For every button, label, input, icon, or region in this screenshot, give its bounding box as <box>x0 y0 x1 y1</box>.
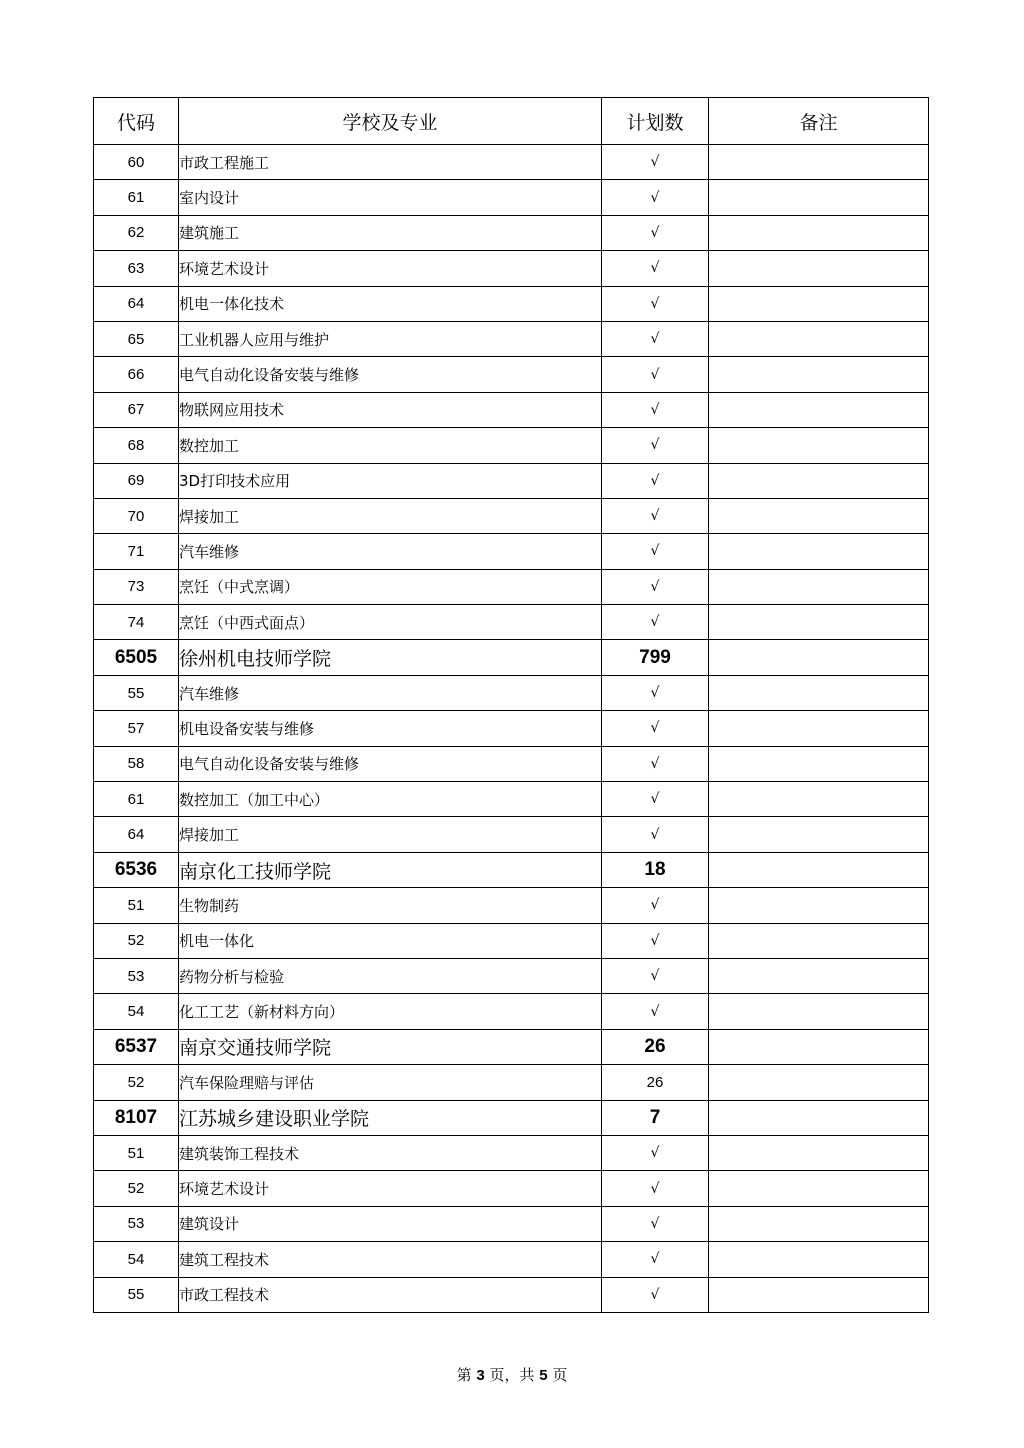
major-row <box>94 923 929 958</box>
remarks-cell <box>709 286 929 321</box>
major-row <box>94 675 929 710</box>
code-cell: 6505 <box>94 640 179 675</box>
plan-count-cell: √ <box>602 782 709 817</box>
remarks-cell <box>709 428 929 463</box>
code-cell: 65 <box>94 321 179 356</box>
major-row <box>94 321 929 356</box>
major-name-cell: 建筑装饰工程技术 <box>179 1135 602 1170</box>
code-cell: 6537 <box>94 1029 179 1064</box>
plan-count-cell: √ <box>602 392 709 427</box>
major-row <box>94 1135 929 1170</box>
major-row <box>94 817 929 852</box>
school-name-cell: 江苏城乡建设职业学院 <box>179 1100 602 1135</box>
major-row <box>94 428 929 463</box>
major-row <box>94 958 929 993</box>
major-name-cell: 生物制药 <box>179 888 602 923</box>
major-row <box>94 286 929 321</box>
remarks-cell <box>709 711 929 746</box>
plan-count-cell: √ <box>602 569 709 604</box>
plan-count-cell: √ <box>602 463 709 498</box>
remarks-cell <box>709 534 929 569</box>
major-row <box>94 888 929 923</box>
code-cell: 63 <box>94 251 179 286</box>
major-row <box>94 569 929 604</box>
major-name-cell: 工业机器人应用与维护 <box>179 321 602 356</box>
plan-count-cell: 799 <box>602 640 709 675</box>
remarks-cell <box>709 1100 929 1135</box>
code-cell: 52 <box>94 923 179 958</box>
school-row <box>94 640 929 675</box>
major-name-cell: 机电设备安装与维修 <box>179 711 602 746</box>
remarks-cell <box>709 1277 929 1312</box>
plan-count-cell: 26 <box>602 1065 709 1100</box>
plan-count-cell: √ <box>602 994 709 1029</box>
remarks-cell <box>709 392 929 427</box>
major-row <box>94 605 929 640</box>
major-name-cell: 市政工程技术 <box>179 1277 602 1312</box>
remarks-cell <box>709 1171 929 1206</box>
major-name-cell: 药物分析与检验 <box>179 958 602 993</box>
code-cell: 73 <box>94 569 179 604</box>
remarks-cell <box>709 145 929 180</box>
major-name-cell: 汽车维修 <box>179 534 602 569</box>
major-row <box>94 1171 929 1206</box>
major-row <box>94 534 929 569</box>
code-cell: 55 <box>94 675 179 710</box>
major-name-cell: 汽车保险理赔与评估 <box>179 1065 602 1100</box>
school-row <box>94 852 929 887</box>
major-name-cell: 建筑设计 <box>179 1206 602 1241</box>
code-cell: 53 <box>94 1206 179 1241</box>
remarks-cell <box>709 852 929 887</box>
major-name-cell: 环境艺术设计 <box>179 1171 602 1206</box>
major-name-cell: 环境艺术设计 <box>179 251 602 286</box>
plan-count-cell: √ <box>602 215 709 250</box>
major-name-cell: 焊接加工 <box>179 817 602 852</box>
school-row <box>94 1100 929 1135</box>
major-row <box>94 1277 929 1312</box>
remarks-cell <box>709 1242 929 1277</box>
code-cell: 64 <box>94 817 179 852</box>
plan-count-cell: 7 <box>602 1100 709 1135</box>
code-cell: 70 <box>94 498 179 533</box>
remarks-cell <box>709 463 929 498</box>
code-cell: 51 <box>94 1135 179 1170</box>
code-cell: 8107 <box>94 1100 179 1135</box>
plan-count-cell: √ <box>602 1206 709 1241</box>
remarks-cell <box>709 888 929 923</box>
plan-count-cell: √ <box>602 534 709 569</box>
remarks-cell <box>709 605 929 640</box>
plan-count-cell: √ <box>602 498 709 533</box>
remarks-cell <box>709 817 929 852</box>
remarks-cell <box>709 569 929 604</box>
major-name-cell: 建筑施工 <box>179 215 602 250</box>
remarks-cell <box>709 321 929 356</box>
school-name-cell: 徐州机电技师学院 <box>179 640 602 675</box>
major-name-cell: 焊接加工 <box>179 498 602 533</box>
remarks-cell <box>709 1206 929 1241</box>
major-row <box>94 251 929 286</box>
major-row <box>94 463 929 498</box>
major-row <box>94 180 929 215</box>
plan-count-cell: √ <box>602 746 709 781</box>
major-name-cell: 数控加工（加工中心） <box>179 782 602 817</box>
code-cell: 67 <box>94 392 179 427</box>
major-name-cell: 电气自动化设备安装与维修 <box>179 746 602 781</box>
major-row <box>94 215 929 250</box>
major-name-cell: 数控加工 <box>179 428 602 463</box>
code-cell: 55 <box>94 1277 179 1312</box>
code-cell: 52 <box>94 1065 179 1100</box>
major-row <box>94 711 929 746</box>
code-cell: 58 <box>94 746 179 781</box>
major-row <box>94 498 929 533</box>
header-code: 代码 <box>94 98 179 145</box>
plan-count-cell: √ <box>602 888 709 923</box>
code-cell: 61 <box>94 180 179 215</box>
code-cell: 66 <box>94 357 179 392</box>
major-name-cell: 建筑工程技术 <box>179 1242 602 1277</box>
plan-count-cell: √ <box>602 605 709 640</box>
remarks-cell <box>709 746 929 781</box>
major-row <box>94 145 929 180</box>
code-cell: 71 <box>94 534 179 569</box>
code-cell: 68 <box>94 428 179 463</box>
code-cell: 62 <box>94 215 179 250</box>
code-cell: 51 <box>94 888 179 923</box>
major-name-cell: 烹饪（中西式面点） <box>179 605 602 640</box>
school-row <box>94 1029 929 1064</box>
plan-count-cell: √ <box>602 251 709 286</box>
plan-count-cell: √ <box>602 1171 709 1206</box>
remarks-cell <box>709 923 929 958</box>
footer-total-pages: 5 <box>539 1367 548 1384</box>
header-plan-count: 计划数 <box>602 98 709 145</box>
remarks-cell <box>709 675 929 710</box>
code-cell: 61 <box>94 782 179 817</box>
major-row <box>94 1065 929 1100</box>
school-name-cell: 南京交通技师学院 <box>179 1029 602 1064</box>
code-cell: 53 <box>94 958 179 993</box>
code-cell: 54 <box>94 994 179 1029</box>
remarks-cell <box>709 498 929 533</box>
major-row <box>94 392 929 427</box>
plan-count-cell: √ <box>602 1135 709 1170</box>
plan-count-cell: √ <box>602 286 709 321</box>
remarks-cell <box>709 357 929 392</box>
header-remarks: 备注 <box>709 98 929 145</box>
footer-prefix: 第 <box>456 1366 472 1384</box>
major-row <box>94 782 929 817</box>
major-row <box>94 1206 929 1241</box>
remarks-cell <box>709 1065 929 1100</box>
major-name-cell: 烹饪（中式烹调） <box>179 569 602 604</box>
footer-page-number: 3 <box>476 1367 485 1384</box>
footer-suffix: 页 <box>552 1366 568 1384</box>
major-name-cell: 市政工程施工 <box>179 145 602 180</box>
remarks-cell <box>709 180 929 215</box>
code-cell: 64 <box>94 286 179 321</box>
plan-count-cell: 18 <box>602 852 709 887</box>
remarks-cell <box>709 640 929 675</box>
major-name-cell: 汽车维修 <box>179 675 602 710</box>
plan-count-cell: √ <box>602 1242 709 1277</box>
remarks-cell <box>709 251 929 286</box>
major-row <box>94 357 929 392</box>
code-cell: 52 <box>94 1171 179 1206</box>
major-name-cell: 室内设计 <box>179 180 602 215</box>
table-header-row <box>94 98 929 145</box>
table-body <box>94 145 929 1313</box>
plan-count-cell: √ <box>602 675 709 710</box>
major-name-cell: 电气自动化设备安装与维修 <box>179 357 602 392</box>
enrollment-plan-table <box>93 97 929 1313</box>
plan-count-cell: √ <box>602 180 709 215</box>
plan-count-cell: √ <box>602 958 709 993</box>
remarks-cell <box>709 215 929 250</box>
major-row <box>94 1242 929 1277</box>
remarks-cell <box>709 782 929 817</box>
code-cell: 60 <box>94 145 179 180</box>
footer-middle: 页，共 <box>489 1366 535 1384</box>
code-cell: 54 <box>94 1242 179 1277</box>
header-school-and-major: 学校及专业 <box>179 98 602 145</box>
remarks-cell <box>709 958 929 993</box>
plan-count-cell: √ <box>602 145 709 180</box>
plan-count-cell: √ <box>602 357 709 392</box>
page-footer <box>0 1364 1024 1385</box>
code-cell: 69 <box>94 463 179 498</box>
major-name-cell: 机电一体化技术 <box>179 286 602 321</box>
plan-count-cell: √ <box>602 923 709 958</box>
plan-count-cell: √ <box>602 321 709 356</box>
major-name-cell: 化工工艺（新材料方向） <box>179 994 602 1029</box>
plan-count-cell: √ <box>602 711 709 746</box>
plan-count-cell: √ <box>602 1277 709 1312</box>
major-name-cell: 3D打印技术应用 <box>179 463 602 498</box>
plan-count-cell: √ <box>602 817 709 852</box>
major-name-cell: 机电一体化 <box>179 923 602 958</box>
major-name-cell: 物联网应用技术 <box>179 392 602 427</box>
remarks-cell <box>709 994 929 1029</box>
school-name-cell: 南京化工技师学院 <box>179 852 602 887</box>
code-cell: 57 <box>94 711 179 746</box>
major-row <box>94 994 929 1029</box>
plan-count-cell: √ <box>602 428 709 463</box>
remarks-cell <box>709 1029 929 1064</box>
remarks-cell <box>709 1135 929 1170</box>
code-cell: 74 <box>94 605 179 640</box>
major-row <box>94 746 929 781</box>
code-cell: 6536 <box>94 852 179 887</box>
plan-count-cell: 26 <box>602 1029 709 1064</box>
